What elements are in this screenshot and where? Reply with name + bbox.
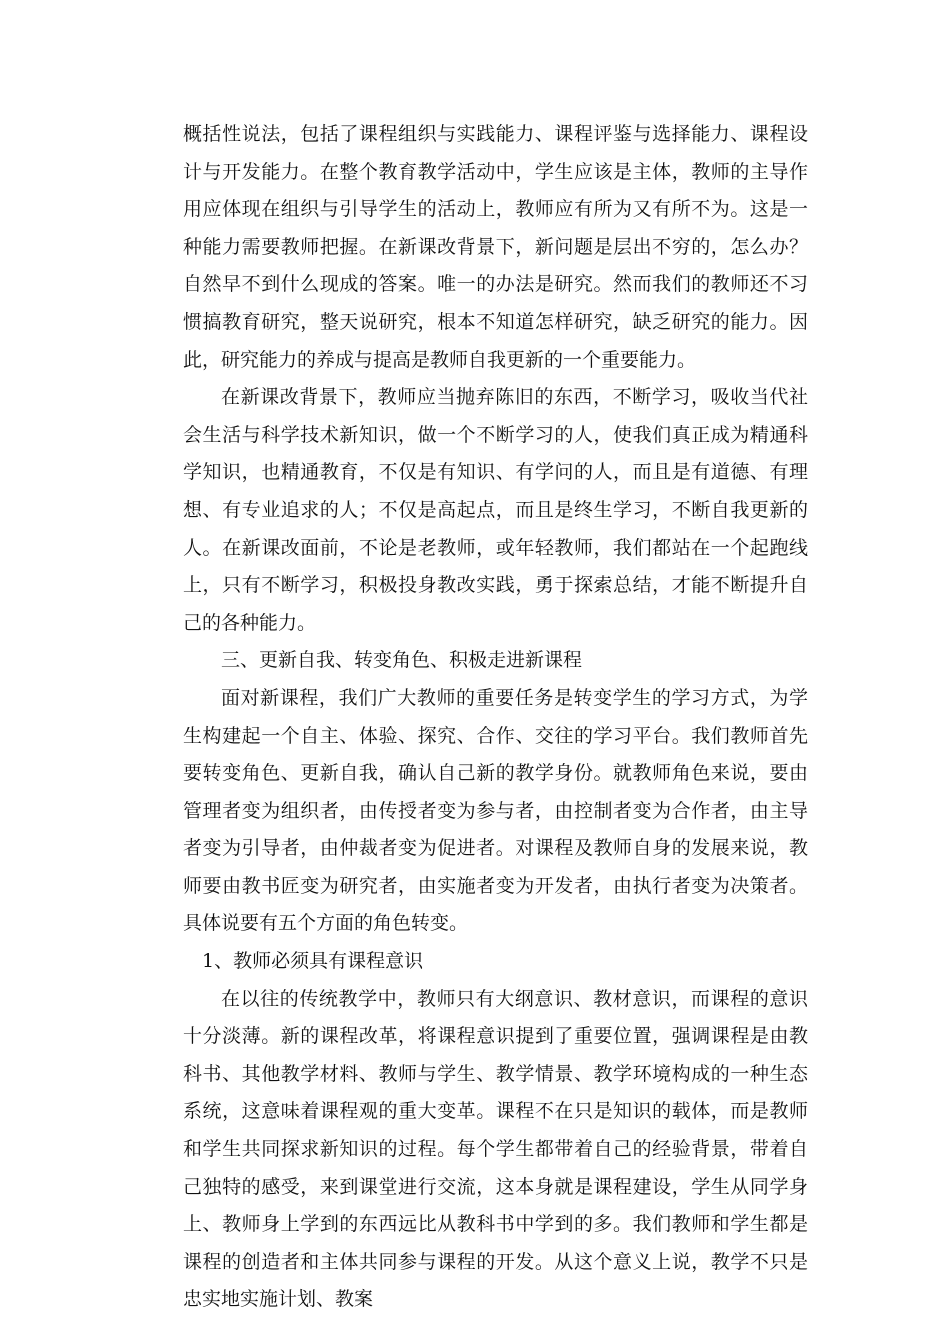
paragraph-learning: 在新课改背景下，教师应当抛弃陈旧的东西，不断学习，吸收当代社会生活与科学技术新知识，做一个不断学习的人，使我们真正成为精通科学知识，也精通教育，不仅是有知识、有学问的人，而且是有道德、有理想、有专业追求的人；不仅是高起点，而且是终生学习，不断自我更新的人。在新课改面前，不论是老教师，或年轻教师，我们都站在一个起跑线上，只有不断学习，积极投身教改实践，勇于探索总结，才能不断提升自己的各种能力。: [183, 386, 808, 634]
paragraph-continuation: 概括性说法，包括了课程组织与实践能力、课程评鉴与选择能力、课程设计与开发能力。在整个教育教学活动中，学生应该是主体，教师的主导作用应体现在组织与引导学生的活动上，教师应有所为又有所不为。这是一种能力需要教师把握。在新课改背景下，新问题是层出不穷的，怎么办？自然早不到什么现成的答案。唯一的办法是研究。然而我们的教师还不习惯搞教育研究，整天说研究，根本不知道怎样研究，缺乏研究的能力。因此，研究能力的养成与提高是教师自我更新的一个重要能力。: [183, 123, 808, 371]
section-heading: 三、更新自我、转变角色、积极走进新课程: [221, 649, 583, 672]
subsection-heading: 1、教师必须具有课程意识: [202, 950, 424, 973]
document-body: [183, 116, 808, 1319]
paragraph-role-change: 面对新课程，我们广大教师的重要任务是转变学生的学习方式，为学生构建起一个自主、体验、探究、合作、交往的学习平台。我们教师首先要转变角色、更新自我，确认自己新的教学身份。就教师角色来说，要由管理者变为组织者，由传授者变为参与者，由控制者变为合作者，由主导者变为引导者，由仲裁者变为促进者。对课程及教师自身的发展来说，教师要由教书匠变为研究者，由实施者变为开发者，由执行者变为决策者。具体说要有五个方面的角色转变。: [183, 686, 808, 935]
paragraph-curriculum-awareness: 在以往的传统教学中，教师只有大纲意识、教材意识，而课程的意识十分淡薄。新的课程改革，将课程意识提到了重要位置，强调课程是由教科书、其他教学材料、教师与学生、教学情景、教学环境构成的一种生态系统，这意味着课程观的重大变革。课程不在只是知识的载体，而是教师和学生共同探求新知识的过程。每个学生都带着自己的经验背景，带着自己独特的感受，来到课堂进行交流，这本身就是课程建设，学生从同学身上、教师身上学到的东西远比从教科书中学到的多。我们教师和学生都是课程的创造者和主体共同参与课程的开发。从这个意义上说，教学不只是忠实地实施计划、教案: [183, 987, 808, 1311]
